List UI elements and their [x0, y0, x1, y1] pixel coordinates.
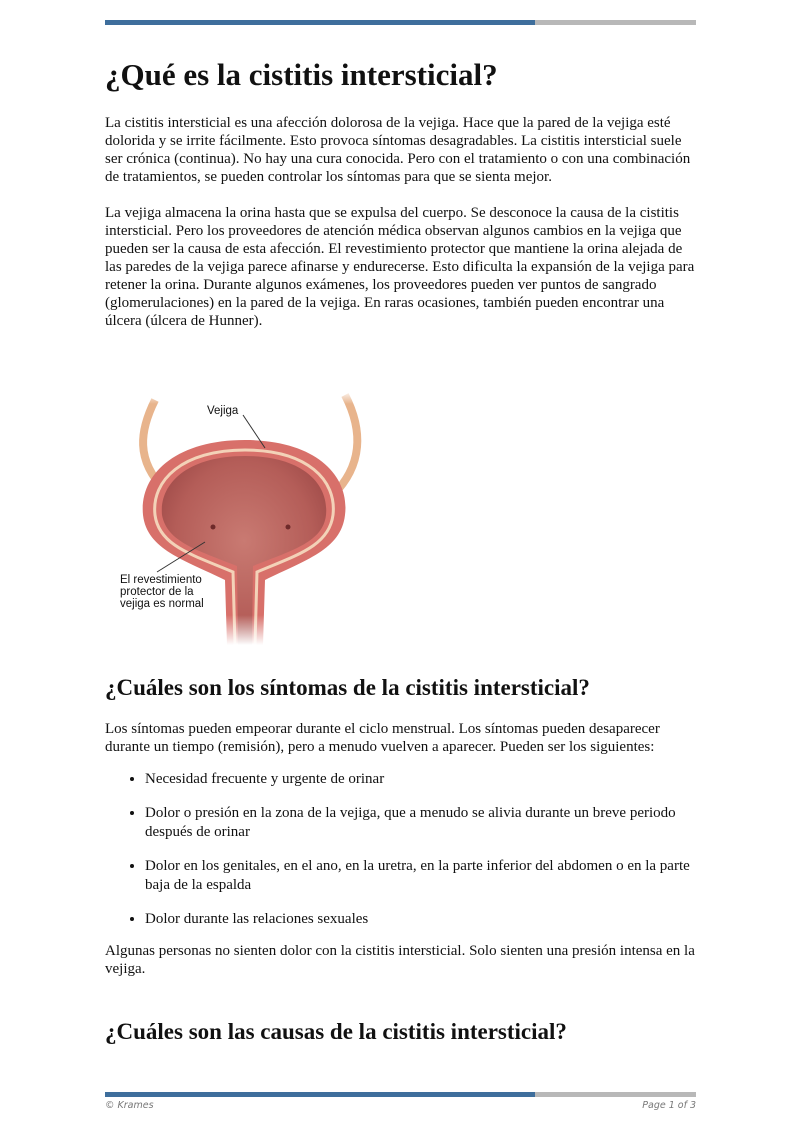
symptoms-intro: Los síntomas pueden empeorar durante el ciclo menstrual. Los síntomas pueden desaparecer durante un tiempo (remisión), pero a menudo vuelven a aparecer. Pueden ser los siguientes: — [105, 721, 660, 755]
symptoms-list — [105, 770, 696, 929]
footer-copyright: © Krames — [105, 1100, 154, 1111]
footer-page-number: Page 1 of 3 — [642, 1100, 696, 1111]
intro-paragraph-2: La vejiga almacena la orina hasta que se expulsa del cuerpo. Se desconoce la causa de la cistitis intersticial. Pero los proveedores de atención médica observan algunos cambios en la vejiga que pueden ser la causa de esta afección. El revestimiento protector que mantiene la orina alejada de las paredes de la vejiga parece afinarse y endurecerse. Esto dificulta la expansión de la vejiga para retener la orina. Durante algunos exámenes, los proveedores pueden ver puntos de sangrado (glomerulaciones) en la pared de la vejiga. En raras ocasiones, también pueden encontrar una úlcera (úlcera de Hunner). — [105, 205, 695, 329]
list-item: • Dolor en los genitales, en el ano, en la uretra, en la parte inferior del abdomen o en la parte baja de la espalda — [145, 857, 696, 895]
list-item: • Dolor o presión en la zona de la vejiga, que a menudo se alivia durante un breve periodo después de orinar — [145, 804, 696, 842]
list-item: • Necesidad frecuente y urgente de orinar — [145, 770, 696, 789]
footer-rule-blue — [105, 1092, 535, 1097]
causes-section — [105, 1017, 696, 1047]
header-rule-blue — [105, 20, 535, 25]
header-rule — [105, 20, 696, 25]
label-bladder: Vejiga — [207, 405, 239, 417]
footer-rule-gray — [535, 1092, 696, 1097]
bladder-illustration — [105, 390, 385, 645]
list-item: • Dolor durante las relaciones sexuales — [145, 910, 696, 929]
header-rule-gray — [535, 20, 696, 25]
causes-heading: ¿Cuáles son las causas de la cistitis intersticial? — [105, 1019, 567, 1044]
label-lining-line-2: protector de la — [120, 586, 194, 598]
label-lining-line-1: El revestimiento — [120, 574, 202, 586]
main-content — [105, 56, 696, 330]
symptoms-heading: ¿Cuáles son los síntomas de la cistitis intersticial? — [105, 675, 590, 700]
symptoms-section — [105, 673, 696, 978]
footer-rule — [105, 1092, 696, 1097]
intro-paragraph-1: La cistitis intersticial es una afección dolorosa de la vejiga. Hace que la pared de la vejiga esté dolorida y se irrite fácilmente. Esto provoca síntomas desagradables. La cistitis intersticial suele ser crónica (continua). No hay una cura conocida. Pero con el tratamiento o con una combinación de tratamientos, se pueden controlar los síntomas para que se sienta mejor. — [105, 115, 691, 185]
label-lining-line-3: vejiga es normal — [120, 598, 204, 610]
page-title: ¿Qué es la cistitis intersticial? — [105, 57, 498, 92]
symptoms-outro: Algunas personas no sienten dolor con la cistitis intersticial. Solo sienten una presión intensa en la vejiga. — [105, 943, 695, 977]
